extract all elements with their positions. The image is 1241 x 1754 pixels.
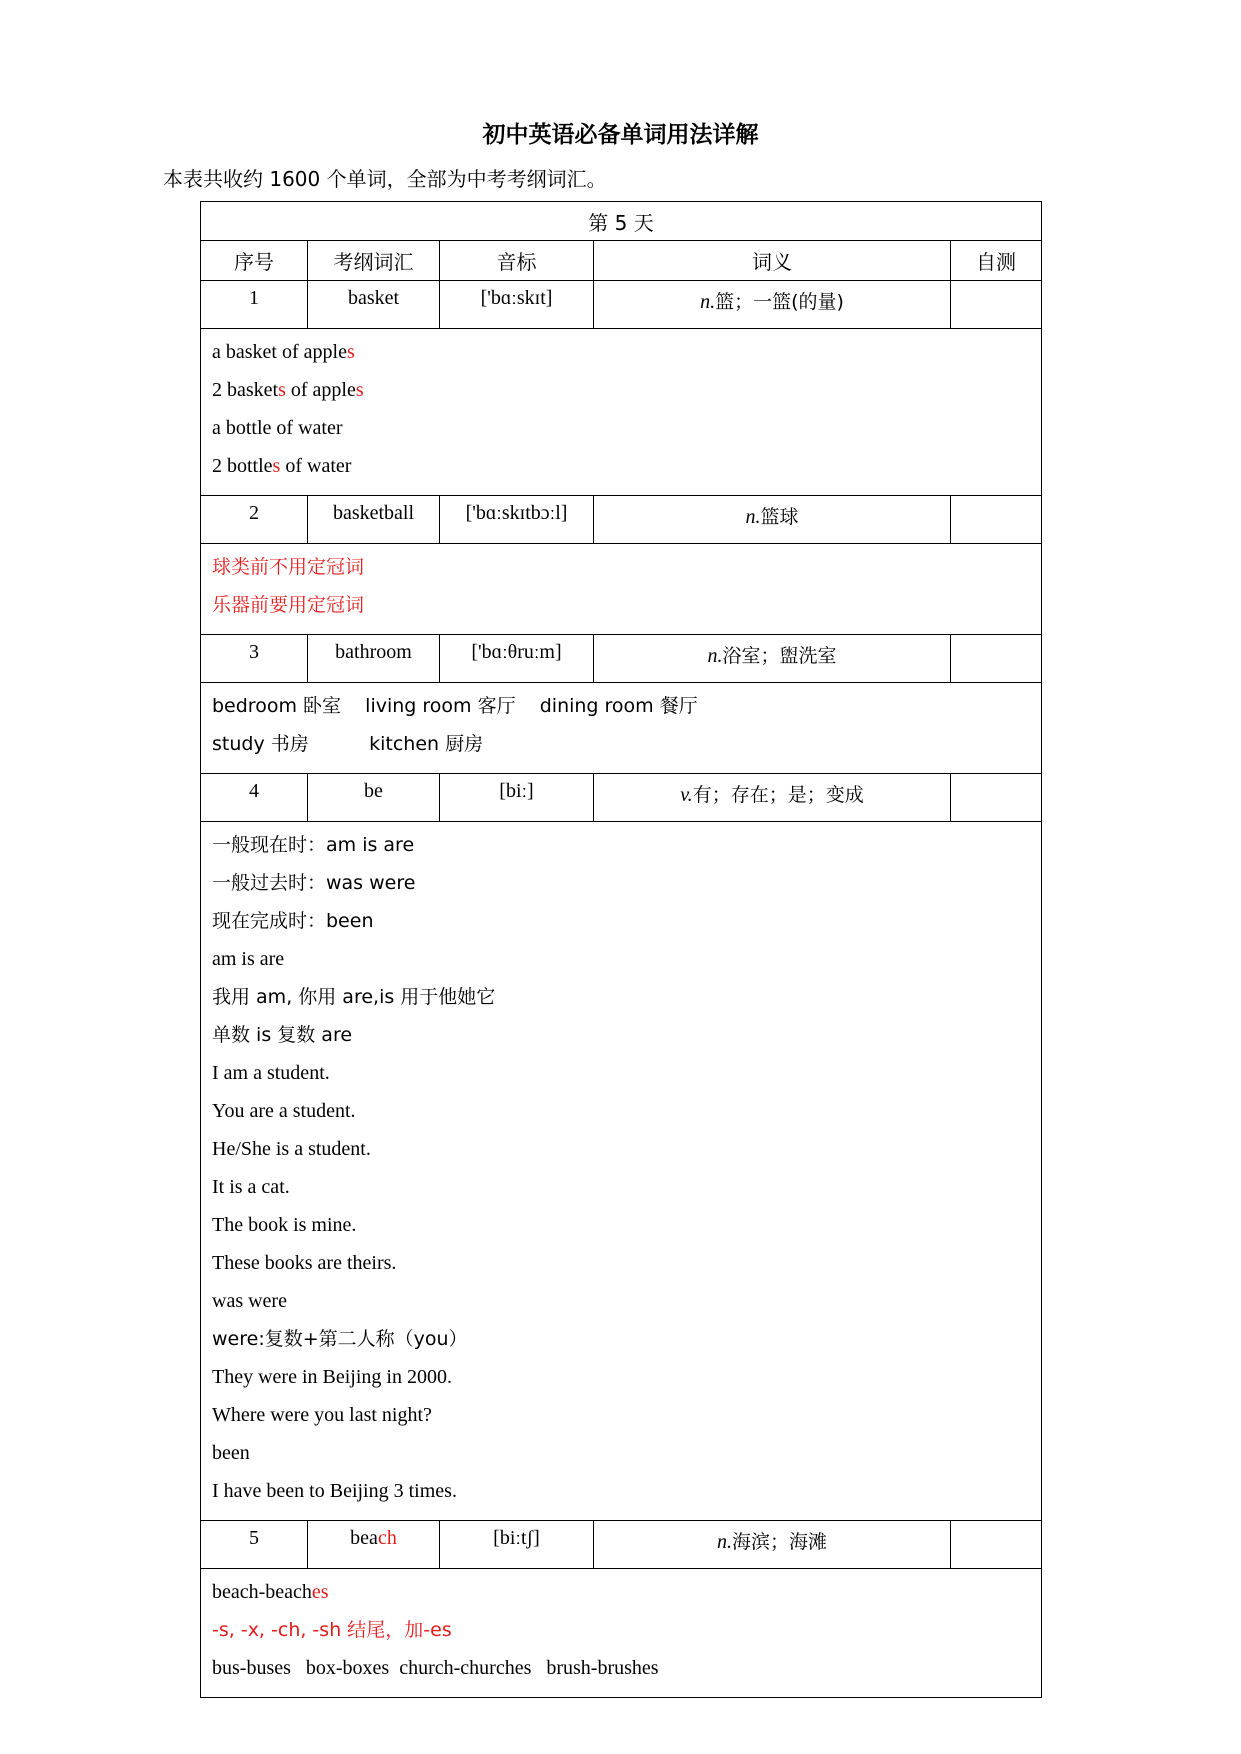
entry-phonetic: ['bɑːskɪtbɔːl] [440, 496, 594, 544]
entry-selftest [951, 496, 1042, 544]
word-row [201, 774, 1042, 822]
word-base: bea [350, 1527, 378, 1549]
day-label: 第 5 天 [201, 202, 1042, 241]
entry-index: 4 [201, 774, 308, 822]
entry-word: basketball [308, 496, 440, 544]
note-line [212, 1472, 1030, 1510]
note-line [212, 1282, 1030, 1320]
usage-notes [201, 822, 1042, 1521]
note-text: 一般过去时：was were [212, 872, 416, 894]
note-highlight: -s, -x, -ch, -sh 结尾，加-es [212, 1619, 452, 1641]
note-line [212, 687, 1030, 725]
entry-meaning [594, 496, 951, 544]
entry-index: 1 [201, 281, 308, 329]
note-text: been [212, 1442, 250, 1464]
entry-phonetic: [biːtʃ] [440, 1521, 594, 1569]
vocabulary-table [200, 201, 1042, 1698]
note-text: 现在完成时：been [212, 910, 374, 932]
notes-row [201, 683, 1042, 774]
note-highlight: s [346, 341, 355, 363]
note-text: were:复数+第二人称（you） [212, 1328, 468, 1350]
note-line [212, 1611, 1030, 1649]
entry-word: bathroom [308, 635, 440, 683]
note-text: These books are theirs. [212, 1252, 397, 1274]
note-text: was were [212, 1290, 287, 1312]
note-text: 2 bottle [212, 455, 273, 477]
note-line [212, 940, 1030, 978]
note-line [212, 409, 1030, 447]
entry-word: be [308, 774, 440, 822]
note-highlight: es [311, 1581, 329, 1603]
header-phonetic: 音标 [440, 241, 594, 281]
note-text: He/She is a student. [212, 1138, 371, 1160]
entry-selftest [951, 281, 1042, 329]
entry-index: 2 [201, 496, 308, 544]
note-text: beach-beach [212, 1581, 312, 1603]
word-row [201, 635, 1042, 683]
note-highlight: s [355, 379, 364, 401]
note-text: I am a student. [212, 1062, 330, 1084]
word-row [201, 1521, 1042, 1569]
header-word: 考纲词汇 [308, 241, 440, 281]
column-header-row [201, 241, 1042, 281]
note-line [212, 1016, 1030, 1054]
entry-phonetic: [biː] [440, 774, 594, 822]
entry-index: 3 [201, 635, 308, 683]
notes-row [201, 822, 1042, 1521]
note-line [212, 826, 1030, 864]
note-text: 我用 am, 你用 are,is 用于他她它 [212, 986, 496, 1008]
note-line [212, 1206, 1030, 1244]
day-header-row [201, 202, 1042, 241]
note-line [212, 864, 1030, 902]
note-text: You are a student. [212, 1100, 356, 1122]
meaning-text: 篮球 [760, 506, 799, 528]
note-text: am is are [212, 948, 285, 970]
note-text: 单数 is 复数 are [212, 1024, 353, 1046]
note-line [212, 447, 1030, 485]
note-text: a bottle of water [212, 417, 343, 439]
meaning-text: 篮；一篮(的量) [715, 291, 844, 313]
part-of-speech: n. [716, 1531, 732, 1553]
note-line [212, 1320, 1030, 1358]
entry-meaning [594, 1521, 951, 1569]
entry-phonetic: ['bɑːθruːm] [440, 635, 594, 683]
entry-meaning [594, 281, 951, 329]
header-selftest: 自测 [951, 241, 1042, 281]
usage-notes [201, 329, 1042, 496]
entry-meaning [594, 635, 951, 683]
note-highlight: s [278, 379, 286, 401]
note-line [212, 586, 1030, 624]
word-highlight: ch [377, 1527, 397, 1549]
note-line [212, 1649, 1030, 1687]
note-text: The book is mine. [212, 1214, 357, 1236]
note-line [212, 1573, 1030, 1611]
note-line [212, 725, 1030, 763]
header-meaning: 词义 [594, 241, 951, 281]
entry-selftest [951, 774, 1042, 822]
part-of-speech: n. [745, 506, 761, 528]
note-line [212, 902, 1030, 940]
note-text: 一般现在时：am is are [212, 834, 415, 856]
note-line [212, 1054, 1030, 1092]
note-line [212, 548, 1030, 586]
note-text: bedroom 卧室 living room 客厅 dining room 餐厅 [212, 695, 698, 717]
entry-phonetic: ['bɑːskɪt] [440, 281, 594, 329]
note-text: a basket of apple [212, 341, 347, 363]
header-index: 序号 [201, 241, 308, 281]
note-highlight: 乐器前要用定冠词 [212, 594, 365, 616]
notes-row [201, 544, 1042, 635]
note-text: They were in Beijing in 2000. [212, 1366, 452, 1388]
note-line [212, 1358, 1030, 1396]
usage-notes [201, 683, 1042, 774]
entry-word: basket [308, 281, 440, 329]
note-highlight: 球类前不用定冠词 [212, 556, 365, 578]
note-line [212, 371, 1030, 409]
note-line [212, 1092, 1030, 1130]
meaning-text: 海滨；海滩 [731, 1531, 827, 1553]
notes-row [201, 1569, 1042, 1698]
notes-row [201, 329, 1042, 496]
note-text: of water [280, 455, 352, 477]
note-text: of apple [285, 379, 356, 401]
note-line [212, 1244, 1030, 1282]
note-text: bus-buses box-boxes church-churches brush-brushes [212, 1657, 659, 1679]
note-text: Where were you last night? [212, 1404, 432, 1426]
note-text: It is a cat. [212, 1176, 290, 1198]
part-of-speech: v. [680, 784, 693, 806]
entry-index: 5 [201, 1521, 308, 1569]
note-line [212, 1130, 1030, 1168]
document-title: 初中英语必备单词用法详解 [482, 122, 759, 148]
entry-selftest [951, 635, 1042, 683]
note-line [212, 333, 1030, 371]
entry-meaning [594, 774, 951, 822]
meaning-text: 浴室；盥洗室 [722, 645, 837, 667]
note-highlight: s [272, 455, 281, 477]
word-row [201, 281, 1042, 329]
meaning-text: 有；存在；是；变成 [692, 784, 864, 806]
usage-notes [201, 544, 1042, 635]
document-subtitle: 本表共收约 1600 个单词，全部为中考考纲词汇。 [163, 167, 607, 191]
part-of-speech: n. [707, 645, 723, 667]
note-text: 2 basket [212, 379, 279, 401]
note-text: study 书房 kitchen 厨房 [212, 733, 484, 755]
note-line [212, 1434, 1030, 1472]
part-of-speech: n. [700, 291, 716, 313]
note-text: I have been to Beijing 3 times. [212, 1480, 457, 1502]
entry-selftest [951, 1521, 1042, 1569]
word-row [201, 496, 1042, 544]
usage-notes [201, 1569, 1042, 1698]
note-line [212, 1168, 1030, 1206]
note-line [212, 1396, 1030, 1434]
note-line [212, 978, 1030, 1016]
entry-word [308, 1521, 440, 1569]
